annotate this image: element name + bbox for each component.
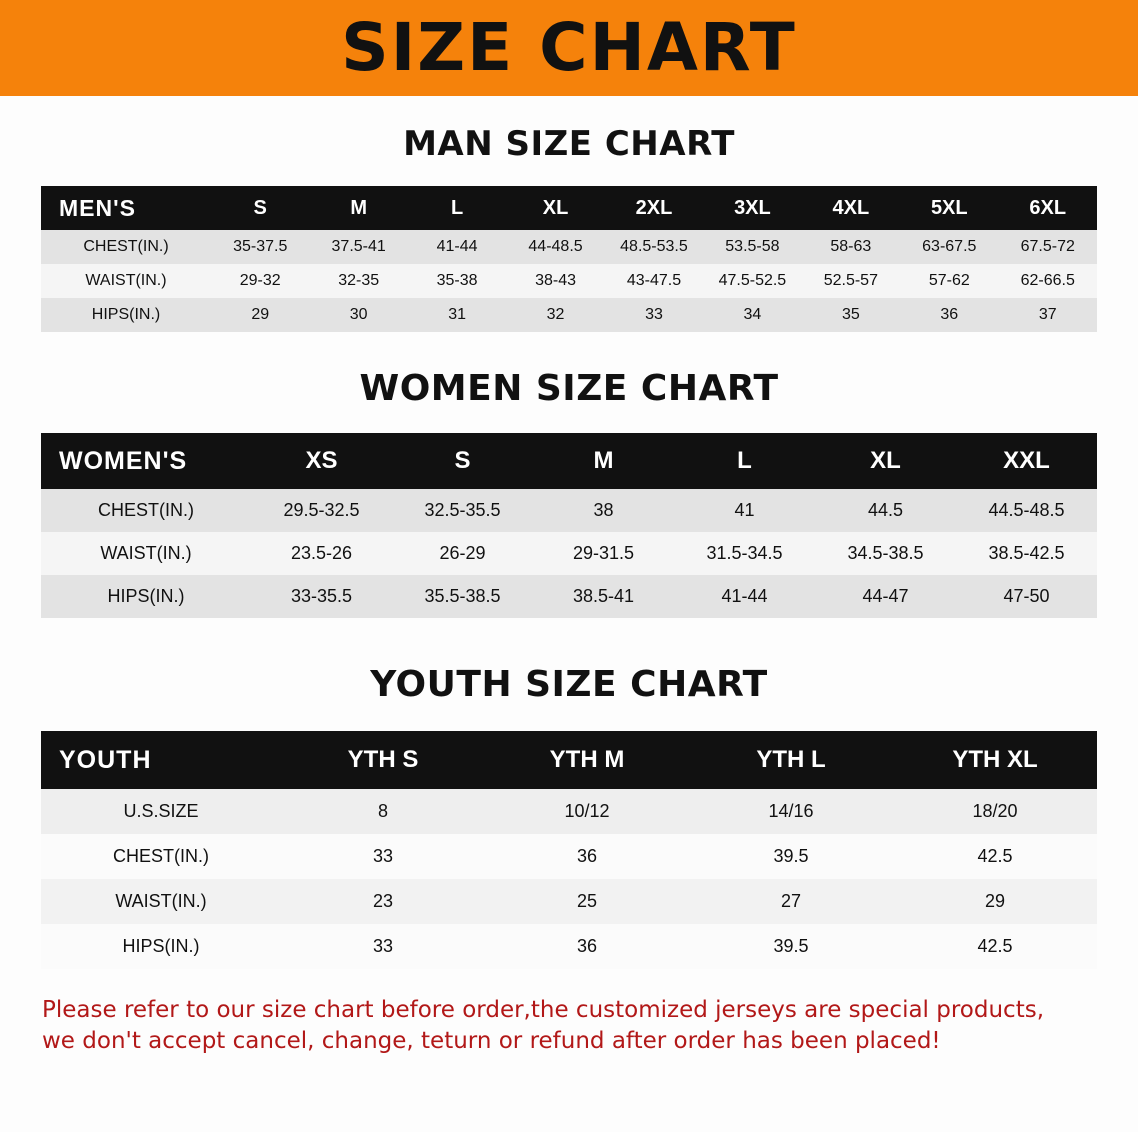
man-header-cell-4: XL [542, 196, 569, 219]
man-hips-xl: 32 [546, 306, 565, 323]
youth-row-label-waist: WAIST(IN.) [115, 891, 207, 911]
table-row [41, 489, 1097, 532]
page-banner [0, 0, 1138, 96]
man-header-cell-1: S [253, 196, 267, 219]
women-hips-xs: 33-35.5 [290, 586, 353, 606]
women-header-cell-0: WOMEN'S [59, 446, 188, 475]
youth-row-label-hips: HIPS(IN.) [122, 936, 200, 956]
policy-note [42, 995, 1096, 1057]
table-row [41, 879, 1097, 924]
youth-waist-s: 23 [372, 891, 394, 911]
women-chest-m: 38 [593, 500, 614, 520]
table-row [41, 264, 1097, 298]
man-chest-5xl: 63-67.5 [922, 238, 977, 255]
women-chest-xs: 29.5-32.5 [283, 500, 360, 520]
women-header-cell-6: XXL [1003, 447, 1050, 474]
women-chest-xl: 44.5 [867, 500, 904, 520]
man-row-label-waist: WAIST(IN.) [85, 272, 167, 289]
man-chest-2xl: 48.5-53.5 [620, 238, 688, 255]
table-row [41, 532, 1097, 575]
youth-ussize-m: 10/12 [564, 801, 610, 821]
man-header-cell-8: 5XL [930, 196, 968, 219]
youth-ussize-l: 14/16 [768, 801, 814, 821]
man-waist-5xl: 57-62 [928, 272, 970, 289]
man-header-cell-6: 3XL [734, 196, 771, 219]
youth-header-cell-1: YTH S [347, 746, 419, 773]
women-chest-l: 41 [734, 500, 755, 520]
youth-header-cell-4: YTH XL [952, 746, 1038, 773]
man-header-cell-0: MEN'S [59, 194, 136, 221]
man-hips-s: 29 [251, 306, 270, 323]
women-header-cell-2: S [454, 447, 471, 474]
youth-section-title: YOUTH SIZE CHART [370, 664, 768, 705]
women-header-cell-5: XL [870, 447, 901, 474]
table-row [41, 834, 1097, 879]
youth-chest-l: 39.5 [773, 846, 809, 866]
youth-size-table [41, 731, 1097, 969]
page-title: SIZE CHART [341, 9, 797, 86]
women-header-cell-3: M [593, 447, 614, 474]
youth-hips-m: 36 [576, 936, 598, 956]
man-waist-4xl: 52.5-57 [823, 272, 878, 289]
table-row [41, 924, 1097, 969]
women-section-title: WOMEN SIZE CHART [359, 368, 779, 409]
women-table-header-row [41, 433, 1097, 489]
women-header-cell-4: L [737, 447, 752, 474]
women-waist-l: 31.5-34.5 [706, 543, 783, 563]
youth-hips-l: 39.5 [773, 936, 809, 956]
man-hips-5xl: 36 [940, 306, 959, 323]
man-waist-l: 35-38 [436, 272, 478, 289]
man-hips-l: 31 [448, 306, 466, 323]
women-waist-xxl: 38.5-42.5 [988, 543, 1065, 563]
man-waist-m: 32-35 [338, 272, 380, 289]
women-row-label-waist: WAIST(IN.) [100, 543, 192, 563]
youth-header-cell-2: YTH M [549, 746, 625, 773]
women-header-cell-1: XS [305, 447, 338, 474]
table-row [41, 789, 1097, 834]
women-waist-xs: 23.5-26 [290, 543, 353, 563]
youth-chest-xl: 42.5 [977, 846, 1013, 866]
man-size-table [41, 186, 1097, 332]
man-table-header-row [41, 186, 1097, 230]
youth-waist-m: 25 [576, 891, 598, 911]
man-header-cell-7: 4XL [832, 196, 870, 219]
youth-chest-s: 33 [372, 846, 394, 866]
man-section-title: MAN SIZE CHART [403, 124, 735, 164]
youth-row-label-chest: CHEST(IN.) [113, 846, 209, 866]
man-chest-3xl: 53.5-58 [725, 238, 780, 255]
man-hips-2xl: 33 [645, 306, 663, 323]
youth-waist-l: 27 [780, 891, 802, 911]
man-chest-m: 37.5-41 [331, 238, 386, 255]
women-hips-l: 41-44 [721, 586, 768, 606]
youth-row-label-ussize: U.S.SIZE [123, 801, 199, 821]
man-header-cell-3: L [450, 196, 464, 219]
policy-note-line-1: Please refer to our size chart before order,the customized jerseys are special products, [42, 997, 1045, 1023]
table-row [41, 575, 1097, 618]
youth-ussize-xl: 18/20 [972, 801, 1018, 821]
women-chest-s: 32.5-35.5 [424, 500, 501, 520]
youth-hips-xl: 42.5 [977, 936, 1013, 956]
man-chest-l: 41-44 [436, 238, 478, 255]
women-waist-s: 26-29 [439, 543, 486, 563]
man-row-label-chest: CHEST(IN.) [83, 238, 169, 255]
youth-ussize-s: 8 [377, 801, 388, 821]
women-chest-xxl: 44.5-48.5 [988, 500, 1065, 520]
women-hips-xxl: 47-50 [1003, 586, 1050, 606]
table-row [41, 230, 1097, 264]
man-waist-3xl: 47.5-52.5 [718, 272, 787, 289]
man-chest-6xl: 67.5-72 [1020, 238, 1075, 255]
man-waist-xl: 38-43 [535, 272, 576, 289]
youth-chest-m: 36 [576, 846, 598, 866]
man-chest-4xl: 58-63 [830, 238, 872, 255]
man-header-cell-9: 6XL [1029, 196, 1067, 219]
women-hips-s: 35.5-38.5 [424, 586, 501, 606]
youth-waist-xl: 29 [984, 891, 1006, 911]
man-hips-m: 30 [349, 306, 368, 323]
youth-hips-s: 33 [372, 936, 394, 956]
women-row-label-chest: CHEST(IN.) [98, 500, 194, 520]
man-chest-s: 35-37.5 [233, 238, 288, 255]
man-hips-3xl: 34 [743, 306, 762, 323]
women-waist-m: 29-31.5 [572, 543, 635, 563]
table-row [41, 298, 1097, 332]
women-size-table [41, 433, 1097, 618]
youth-header-cell-3: YTH L [756, 746, 826, 773]
youth-table-header-row [41, 731, 1097, 789]
women-waist-xl: 34.5-38.5 [847, 543, 924, 563]
women-row-label-hips: HIPS(IN.) [107, 586, 185, 606]
man-hips-6xl: 37 [1038, 306, 1057, 323]
policy-note-line-2: we don't accept cancel, change, teturn or refund after order has been placed! [42, 1028, 941, 1055]
man-header-cell-2: M [350, 196, 367, 219]
man-waist-6xl: 62-66.5 [1020, 272, 1075, 289]
youth-header-cell-0: YOUTH [59, 745, 152, 774]
man-header-cell-5: 2XL [635, 196, 673, 219]
man-hips-4xl: 35 [841, 306, 860, 323]
women-hips-m: 38.5-41 [572, 586, 635, 606]
man-row-label-hips: HIPS(IN.) [91, 306, 161, 323]
women-hips-xl: 44-47 [862, 586, 909, 606]
man-waist-s: 29-32 [239, 272, 281, 289]
man-chest-xl: 44-48.5 [528, 238, 583, 255]
man-waist-2xl: 43-47.5 [626, 272, 682, 289]
